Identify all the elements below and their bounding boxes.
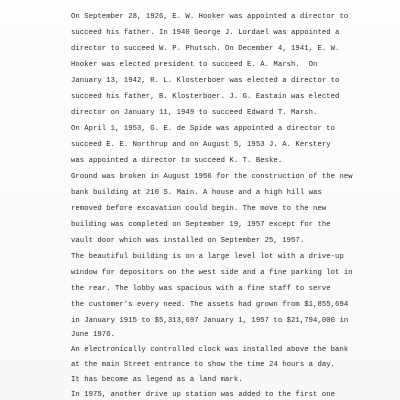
text-line-12: bank building at 210 S. Main. A house and a high hill was <box>71 189 322 197</box>
text-line-19: the customer's every need. The assets had grown from $1,855,694 <box>71 301 349 309</box>
text-line-3: director to succeed W. P. Phutsch. On December 4, 1941, E. W. <box>71 45 340 53</box>
text-line-9: succeed E. E. Northrup and on August 5, 1953 J. A. Kerstery <box>71 141 331 149</box>
text-line-5: January 13, 1942, R. L. Klosterboer was elected a director to <box>71 77 340 85</box>
text-line-15: vault door which was installed on September 25, 1957. <box>71 237 305 245</box>
text-line-22: An electronically controlled clock was installed above the bank <box>71 346 349 354</box>
text-line-21: June 1976. <box>71 331 116 339</box>
text-line-25: In 1975, another drive up station was added to the first one <box>71 391 336 399</box>
text-line-14: building was completed on September 19, 1957 except for the <box>71 221 331 229</box>
text-line-1: On September 28, 1926, E. W. Hooker was appointed a director to <box>71 13 349 21</box>
text-line-2: succeed his father. In 1940 George J. Lordael was appointed a <box>71 29 340 37</box>
text-line-10: was appointed a director to succeed K. T. Beske. <box>71 157 283 165</box>
text-line-4: Hooker was elected president to succeed E. A. Marsh. On <box>71 61 318 69</box>
text-line-7: director on January 11, 1949 to succeed Edward T. Marsh. <box>71 109 318 117</box>
text-line-16: The beautiful building is on a large level lot with a drive-up <box>71 253 344 261</box>
text-line-18: the rear. The lobby was spacious with a fine staff to serve <box>71 285 331 293</box>
text-line-13: removed before excavation could begin. The move to the new <box>71 205 327 213</box>
text-line-6: succeed his father, B. Klosterboer. J. G. Eastain was elected <box>71 93 340 101</box>
text-line-24: It has become as legend as a land mark. <box>71 376 243 384</box>
text-line-8: On April 1, 1953, G. E. de Spide was appointed a director to <box>71 125 336 133</box>
text-line-23: at the main Street entrance to show the time 24 hours a day. <box>71 361 336 369</box>
text-line-20: in January 1915 to $5,313,697 January 1, 1957 to $21,794,000 in <box>71 317 349 325</box>
text-line-11: Ground was broken in August 1956 for the construction of the new <box>71 173 353 181</box>
text-line-17: window for depositors on the west side and a fine parking lot in <box>71 269 353 277</box>
